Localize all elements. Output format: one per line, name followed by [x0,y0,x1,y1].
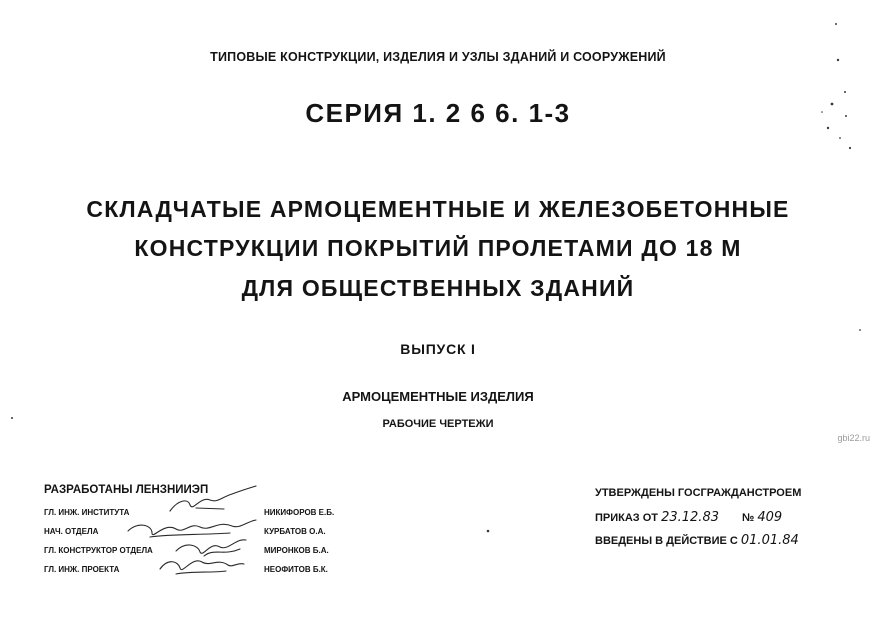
title-line-1: СКЛАДЧАТЫЕ АРМОЦЕМЕНТНЫЕ И ЖЕЛЕЗОБЕТОННЫЕ [86,196,790,222]
developer-role: ГЛ. КОНСТРУКТОР ОТДЕЛА [44,546,153,555]
drawing-type: РАБОЧИЕ ЧЕРТЕЖИ [382,418,494,430]
approved-by: УТВЕРЖДЕНЫ ГОСГРАЖДАНСТРОЕМ [595,487,802,499]
developer-role: ГЛ. ИНЖ. ИНСТИТУТА [44,508,130,517]
developer-name: НЕОФИТОВ Б.К. [264,565,328,574]
developer-name: МИРОНКОВ Б.А. [264,546,329,555]
product-type: АРМОЦЕМЕНТНЫЕ ИЗДЕЛИЯ [342,389,534,404]
series-number: СЕРИЯ 1. 2 6 6. 1-3 [305,98,571,128]
order-number: 409 [757,510,783,525]
order-date: 23.12.83 [661,510,719,525]
watermark: gbi22.ru [837,433,870,443]
developer-name: НИКИФОРОВ Е.Б. [264,508,335,517]
title-line-3: ДЛЯ ОБЩЕСТВЕННЫХ ЗДАНИЙ [241,275,635,301]
developer-role: ГЛ. ИНЖ. ПРОЕКТА [44,565,120,574]
effective-label: ВВЕДЕНЫ В ДЕЙСТВИЕ С [595,535,738,547]
number-label: № [742,512,755,524]
developer-role: НАЧ. ОТДЕЛА [44,527,99,536]
order-label: ПРИКАЗ ОТ [595,512,659,524]
developers-title: РАЗРАБОТАНЫ ЛЕНЗНИИЭП [44,484,209,496]
issue-number: ВЫПУСК I [400,341,476,357]
effective-date: 01.01.84 [740,533,799,548]
catalog-heading: ТИПОВЫЕ КОНСТРУКЦИИ, ИЗДЕЛИЯ И УЗЛЫ ЗДАНИЙ И СООРУЖЕНИЙ [210,50,666,64]
developer-name: КУРБАТОВ О.А. [264,527,326,536]
title-line-2: КОНСТРУКЦИИ ПОКРЫТИЙ ПРОЛЕТАМИ ДО 18 М [134,235,742,261]
